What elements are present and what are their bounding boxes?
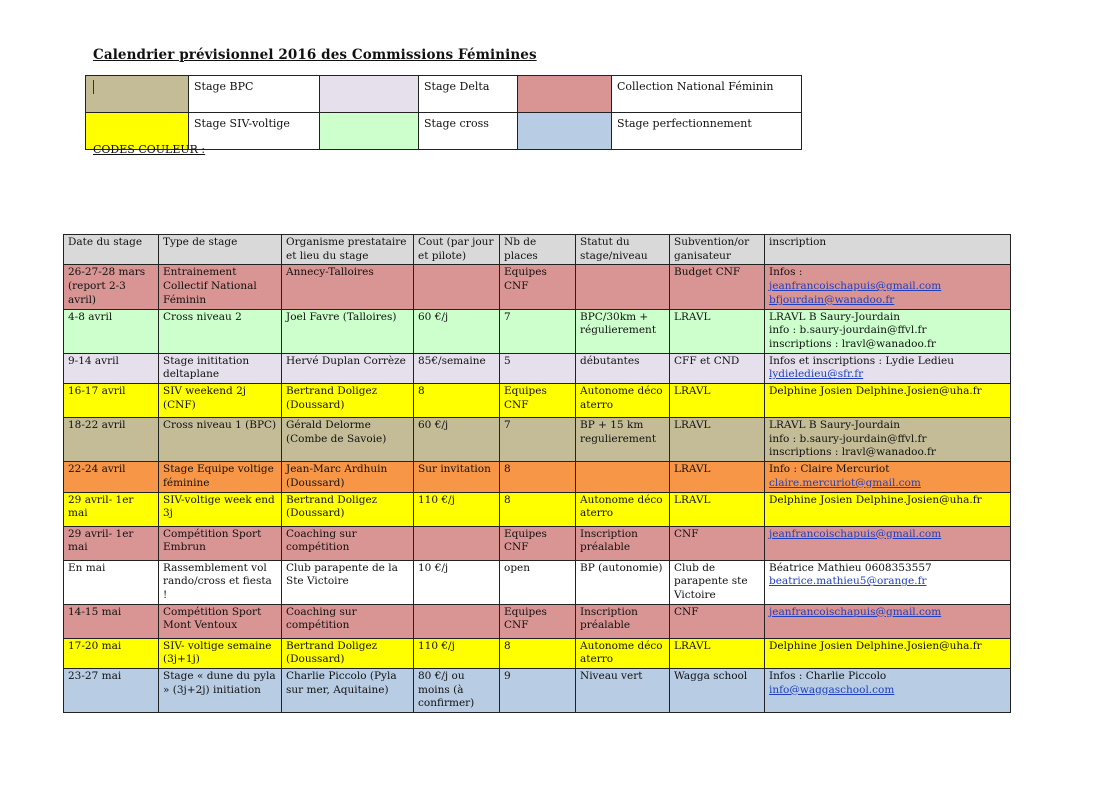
cell-nb: 8	[500, 492, 576, 526]
cell-type: Entrainement Collectif National Féminin	[159, 265, 282, 309]
cell-inscription	[765, 353, 1011, 383]
header-statut: Statut du stage/niveau	[576, 235, 670, 265]
legend-swatch-cnf	[518, 76, 612, 113]
cell-statut: Inscription préalable	[576, 604, 670, 638]
legend-label-cnf: Collection National Féminin	[612, 76, 802, 113]
cell-org: Hervé Duplan Corrèze	[282, 353, 414, 383]
cell-org: Jean-Marc Ardhuin (Doussard)	[282, 462, 414, 492]
table-row	[64, 492, 1011, 526]
inscription-text: LRAVL B Saury-Jourdain	[769, 310, 901, 323]
table-row	[64, 560, 1011, 604]
cell-statut: Niveau vert	[576, 669, 670, 713]
cell-cout: 110 €/j	[414, 638, 500, 668]
email-link[interactable]: info@waggaschool.com	[769, 683, 895, 696]
cell-nb: 7	[500, 309, 576, 353]
table-row	[64, 309, 1011, 353]
email-link[interactable]: beatrice.mathieu5@orange.fr	[769, 575, 927, 588]
cell-sub: LRAVL	[670, 309, 765, 353]
cell-sub: Budget CNF	[670, 265, 765, 309]
table-row	[64, 638, 1011, 668]
cell-inscription	[765, 560, 1011, 604]
cell-nb: 8	[500, 638, 576, 668]
cell-inscription	[765, 265, 1011, 309]
cell-date: 23-27 mai	[64, 669, 159, 713]
cell-date: En mai	[64, 560, 159, 604]
legend-swatch-cross	[320, 113, 419, 150]
cell-date: 26-27-28 mars (report 2-3 avril)	[64, 265, 159, 309]
inscription-text: Delphine Josien Delphine.Josien@uha.fr	[769, 639, 982, 652]
inscription-text: Delphine Josien Delphine.Josien@uha.fr	[769, 385, 982, 398]
cell-nb: open	[500, 560, 576, 604]
cell-cout: 10 €/j	[414, 560, 500, 604]
cell-inscription	[765, 462, 1011, 492]
table-row	[64, 462, 1011, 492]
cell-org: Coaching sur compétition	[282, 526, 414, 560]
cell-org: Bertrand Doligez (Doussard)	[282, 638, 414, 668]
cell-org: Bertrand Doligez (Doussard)	[282, 492, 414, 526]
cell-date: 17-20 mai	[64, 638, 159, 668]
cell-type: Stage Equipe voltige féminine	[159, 462, 282, 492]
cell-cout: 80 €/j ou moins (à confirmer)	[414, 669, 500, 713]
cell-sub: CFF et CND	[670, 353, 765, 383]
cell-type: Compétition Sport Mont Ventoux	[159, 604, 282, 638]
cell-sub: LRAVL	[670, 384, 765, 418]
cell-nb: 8	[500, 462, 576, 492]
inscription-text: Infos : Charlie Piccolo	[769, 670, 887, 683]
table-row	[64, 669, 1011, 713]
cell-inscription	[765, 309, 1011, 353]
header-cout: Cout (par jour et pilote)	[414, 235, 500, 265]
cell-statut: Autonome déco aterro	[576, 492, 670, 526]
cell-type: Rassemblement vol rando/cross et fiesta !	[159, 560, 282, 604]
cell-date: 4-8 avril	[64, 309, 159, 353]
cell-inscription	[765, 638, 1011, 668]
cell-date: 29 avril- 1er mai	[64, 526, 159, 560]
document-title: Calendrier prévisionnel 2016 des Commissions Féminines	[93, 47, 537, 63]
cell-date: 18-22 avril	[64, 418, 159, 462]
cell-type: Cross niveau 2	[159, 309, 282, 353]
codes-couleur-label: CODES COULEUR :	[93, 143, 206, 156]
cell-sub: Club de parapente ste Victoire	[670, 560, 765, 604]
email-link[interactable]: lydieledieu@sfr.fr	[769, 368, 864, 381]
cell-org: Charlie Piccolo (Pyla sur mer, Aquitaine)	[282, 669, 414, 713]
cell-type: Cross niveau 1 (BPC)	[159, 418, 282, 462]
cell-sub: LRAVL	[670, 492, 765, 526]
cell-date: 22-24 avril	[64, 462, 159, 492]
header-type: Type de stage	[159, 235, 282, 265]
legend-swatch-bpc	[86, 76, 189, 113]
cell-type: Stage « dune du pyla » (3j+2j) initiation	[159, 669, 282, 713]
inscription-text: Delphine Josien Delphine.Josien@uha.fr	[769, 493, 982, 506]
cell-statut: BPC/30km + régulierement	[576, 309, 670, 353]
email-link[interactable]: bfjourdain@wanadoo.fr	[769, 293, 895, 306]
header-date: Date du stage	[64, 235, 159, 265]
cell-nb: Equipes CNF	[500, 384, 576, 418]
cell-date: 14-15 mai	[64, 604, 159, 638]
table-row	[64, 265, 1011, 309]
cell-cout	[414, 265, 500, 309]
cell-statut: débutantes	[576, 353, 670, 383]
cell-sub: CNF	[670, 526, 765, 560]
email-link[interactable]: claire.mercuriot@gmail.com	[769, 476, 921, 489]
inscription-text: info : b.saury-jourdain@ffvl.fr	[769, 432, 927, 445]
email-link[interactable]: jeanfrancoischapuis@gmail.com	[769, 605, 942, 618]
cell-cout: 60 €/j	[414, 309, 500, 353]
cell-cout	[414, 604, 500, 638]
cell-statut: BP + 15 km regulierement	[576, 418, 670, 462]
cell-type: SIV- voltige semaine (3j+1j)	[159, 638, 282, 668]
header-inscription: inscription	[765, 235, 1011, 265]
cell-cout	[414, 526, 500, 560]
inscription-text: inscriptions : lravl@wanadoo.fr	[769, 337, 936, 350]
inscription-text: inscriptions : lravl@wanadoo.fr	[769, 446, 936, 459]
cell-date: 29 avril- 1er mai	[64, 492, 159, 526]
cell-statut: Inscription préalable	[576, 526, 670, 560]
cell-cout: 60 €/j	[414, 418, 500, 462]
cell-type: SIV-voltige week end 3j	[159, 492, 282, 526]
legend-label-cross: Stage cross	[419, 113, 518, 150]
cell-statut	[576, 265, 670, 309]
header-subvention: Subvention/or ganisateur	[670, 235, 765, 265]
legend-label-siv: Stage SIV-voltige	[189, 113, 320, 150]
cell-org: Gérald Delorme (Combe de Savoie)	[282, 418, 414, 462]
header-organisme: Organisme prestataire et lieu du stage	[282, 235, 414, 265]
cell-sub: LRAVL	[670, 638, 765, 668]
table-row	[64, 384, 1011, 418]
cell-statut: Autonome déco aterro	[576, 384, 670, 418]
cell-type: Stage inititation deltaplane	[159, 353, 282, 383]
cell-inscription	[765, 418, 1011, 462]
cell-org: Bertrand Doligez (Doussard)	[282, 384, 414, 418]
legend-swatch-delta	[320, 76, 419, 113]
cell-sub: LRAVL	[670, 462, 765, 492]
cell-cout: 85€/semaine	[414, 353, 500, 383]
cell-inscription	[765, 669, 1011, 713]
cell-sub: CNF	[670, 604, 765, 638]
email-link[interactable]: jeanfrancoischapuis@gmail.com	[769, 527, 942, 540]
cell-inscription	[765, 384, 1011, 418]
table-row	[64, 353, 1011, 383]
cell-sub: Wagga school	[670, 669, 765, 713]
inscription-text: info : b.saury-jourdain@ffvl.fr	[769, 324, 927, 337]
legend-label-perf: Stage perfectionnement	[612, 113, 802, 150]
inscription-text: Info : Claire Mercuriot	[769, 463, 890, 476]
cell-statut: BP (autonomie)	[576, 560, 670, 604]
cell-nb: 9	[500, 669, 576, 713]
cell-nb: 7	[500, 418, 576, 462]
cell-statut	[576, 462, 670, 492]
color-legend	[85, 75, 802, 150]
legend-label-bpc: Stage BPC	[189, 76, 320, 113]
cell-org: Club parapente de la Ste Victoire	[282, 560, 414, 604]
cell-nb: 5	[500, 353, 576, 383]
cell-nb: Equipes CNF	[500, 265, 576, 309]
cell-date: 16-17 avril	[64, 384, 159, 418]
cell-org: Joel Favre (Talloires)	[282, 309, 414, 353]
cell-org: Annecy-Talloires	[282, 265, 414, 309]
table-row	[64, 418, 1011, 462]
schedule-table	[63, 234, 1011, 713]
cell-nb: Equipes CNF	[500, 604, 576, 638]
table-header-row	[64, 235, 1011, 265]
inscription-text: Infos :	[769, 266, 803, 279]
inscription-text: Béatrice Mathieu 0608353557	[769, 561, 932, 574]
cell-statut: Autonome déco aterro	[576, 638, 670, 668]
legend-label-delta: Stage Delta	[419, 76, 518, 113]
cell-type: SIV weekend 2j (CNF)	[159, 384, 282, 418]
cell-sub: LRAVL	[670, 418, 765, 462]
cell-inscription	[765, 492, 1011, 526]
inscription-text: LRAVL B Saury-Jourdain	[769, 419, 901, 432]
table-row	[64, 604, 1011, 638]
cell-cout: 110 €/j	[414, 492, 500, 526]
cell-inscription	[765, 604, 1011, 638]
cell-cout: 8	[414, 384, 500, 418]
cell-type: Compétition Sport Embrun	[159, 526, 282, 560]
cell-cout: Sur invitation	[414, 462, 500, 492]
cell-nb: Equipes CNF	[500, 526, 576, 560]
email-link[interactable]: jeanfrancoischapuis@gmail.com	[769, 280, 942, 293]
cell-org: Coaching sur compétition	[282, 604, 414, 638]
table-row	[64, 526, 1011, 560]
header-nb-places: Nb de places	[500, 235, 576, 265]
cell-date: 9-14 avril	[64, 353, 159, 383]
inscription-text: Infos et inscriptions : Lydie Ledieu	[769, 354, 954, 367]
legend-swatch-perf	[518, 113, 612, 150]
cell-inscription	[765, 526, 1011, 560]
